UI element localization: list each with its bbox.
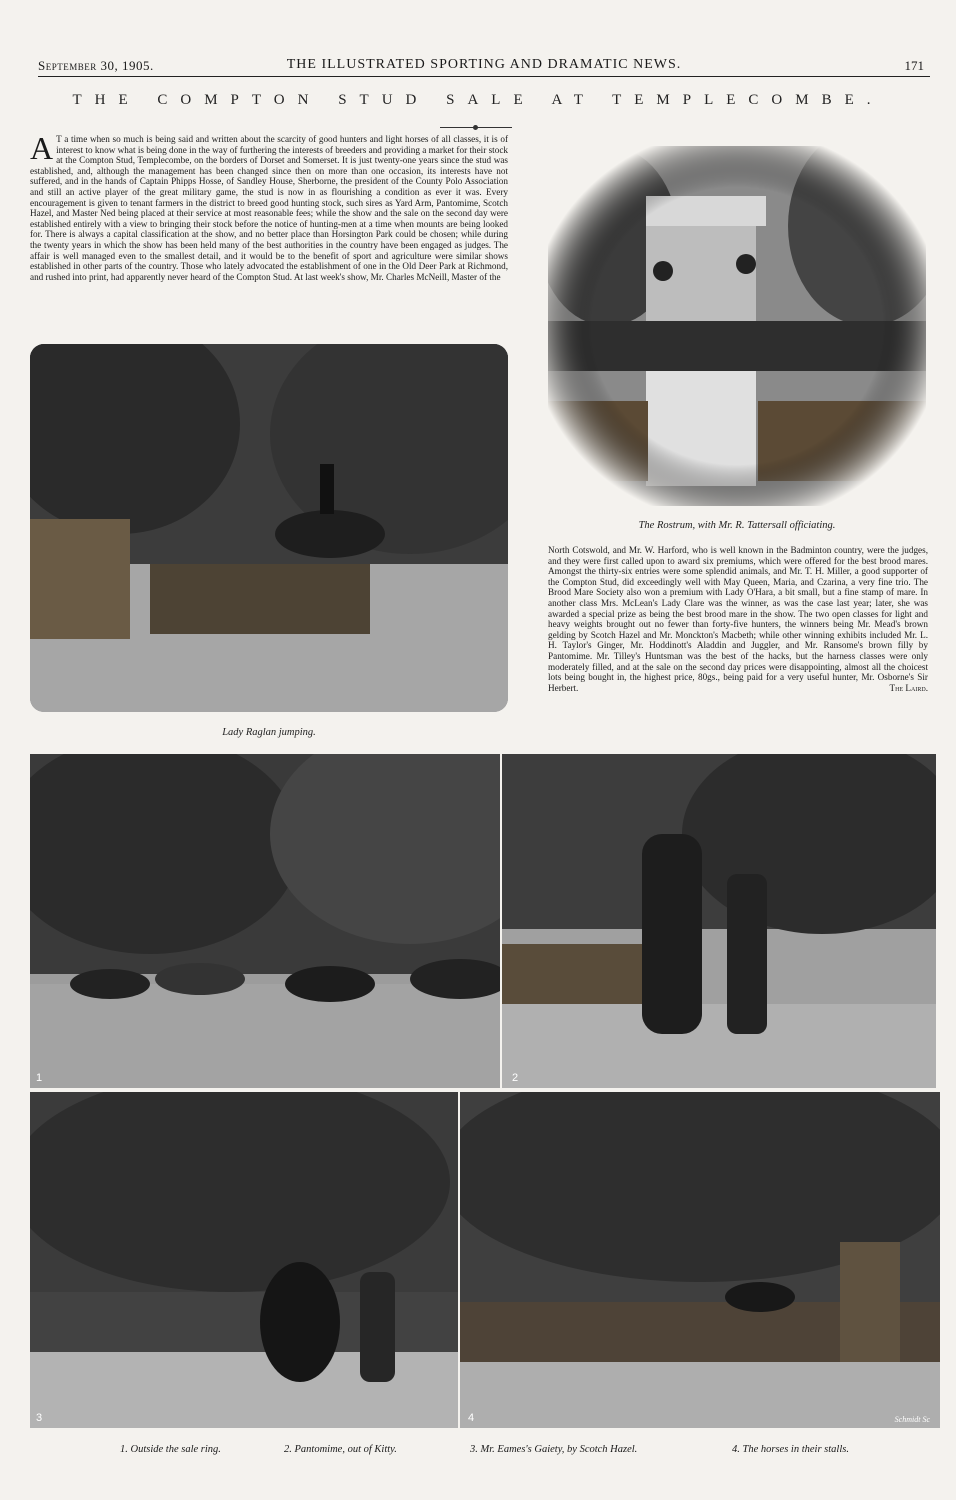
page-header xyxy=(38,56,930,77)
photo-pantomime xyxy=(502,754,936,1088)
photo-gaiety xyxy=(30,1092,458,1428)
jumping-photo xyxy=(30,344,508,712)
engraver-signature: Schmidt Sc xyxy=(894,1415,930,1424)
article-body-column-1 xyxy=(30,130,508,282)
photo-horses-in-stalls xyxy=(460,1092,940,1428)
caption-3: 3. Mr. Eames's Gaiety, by Scotch Hazel. xyxy=(470,1444,638,1455)
caption-4: 4. The horses in their stalls. xyxy=(732,1444,849,1455)
page-number: 171 xyxy=(904,58,924,73)
bottom-captions xyxy=(110,1444,870,1460)
photo-label-3: 3 xyxy=(36,1412,43,1424)
caption-2: 2. Pantomime, out of Kitty. xyxy=(284,1444,397,1455)
article-title: THE COMPTON STUD SALE AT TEMPLECOMBE. xyxy=(72,92,884,108)
article-body-column-2 xyxy=(548,545,928,693)
photo-label-2: 2 xyxy=(512,1072,519,1084)
title-ornament-rule xyxy=(440,127,512,128)
issue-date: September 30, 1905. xyxy=(38,58,154,73)
photo-outside-sale-ring xyxy=(30,754,500,1088)
drop-cap: A xyxy=(30,130,54,166)
photo-label-4: 4 xyxy=(468,1412,475,1424)
caption-1: 1. Outside the sale ring. xyxy=(120,1444,221,1455)
rostrum-caption: The Rostrum, with Mr. R. Tattersall officiating. xyxy=(638,520,836,531)
article-text-1: T a time when so much is being said and written about the scarcity of good hunters and light horses of all classes, it is of interest to know what is being done in the way of furthering the interests of breeders and providing a market for their stock at the Compton Stud, Templecombe, on the borders of Dorset and Somerset. It is just twenty-one years since the stud was established, and, although the management has been changed since then on more than one occasion, its interests have not suffered, and in the hands of Captain Phipps Hosse, of Sandley House, Sherborne, the president of the County Polo Association and still an active player of the great military game, the stud is now in as flourishing a condition as ever it was. Every encouragement is given to tenant farmers in the district to breed good hunting stock, such sires as Yard Arm, Pantomime, Scotch Hazel, and Master Ned being placed at their service at most reasonable fees; while the show and the sale on the second day were established entirely with a view to bringing their stock before the notice of hunting-men at a time when mounts are being looked for. There is always a capital classification at the show, and no better place than Horsington Park could be chosen; while during the twenty years in which the show has been held many of the best authorities in the country have been engaged as judges. The affair is well managed even to the smallest detail, and it would be to the benefit of sport and agriculture were similar shows established in other parts of the country. Those who lately advocated the establishment of one in the Old Deer Park at Richmond, and rushed into print, had apparently never heard of the Compton Stud. At last week's show, Mr. Charles McNeill, Master of the xyxy=(30,134,508,282)
photo-label-1: 1 xyxy=(36,1072,43,1084)
publication-title: THE ILLUSTRATED SPORTING AND DRAMATIC NEWS. xyxy=(286,57,682,72)
article-signoff: The Laird. xyxy=(889,682,928,693)
article-text-2: North Cotswold, and Mr. W. Harford, who is well known in the Badminton country, were the judges, and they were first called upon to award six premiums, which were offered for the best brood mares. Amongst the thirty-six entries were some splendid animals, and Mr. T. H. Miller, a good supporter of the Compton Stud, did exceedingly well with May Queen, Maria, and Czarina, a very fine trio. The Brood Mare Society also won a premium with Lady O'Hara, a bit small, but a fine stamp of mare. In another class Mrs. McLean's Lady Clare was the winner, as was the case last year; later, she was awarded a special prize as being the best brood mare in the show. The two open classes for light and heavy weights brought out no fewer than forty-five hunters, the winners being Mr. Mead's brown gelding by Scotch Hazel and Mr. Monckton's Macbeth; while other winning exhibits included Mr. L. H. Taylor's Ginger, Mr. Hoddinott's Aladdin and Juggler, and Mr. Ransome's brown filly by Pantomime. Mr. Tilley's Huntsman was the best of the hacks, but the harness classes were only moderately filled, and at the sale on the second day prices were disappointing, almost all the choicest lots being bought in, the highest price, 80gs., being paid for a very useful hunter, Mr. Osborne's Sir Herbert. xyxy=(548,545,928,693)
jumping-caption: Lady Raglan jumping. xyxy=(222,727,316,738)
rostrum-photo xyxy=(548,146,926,506)
